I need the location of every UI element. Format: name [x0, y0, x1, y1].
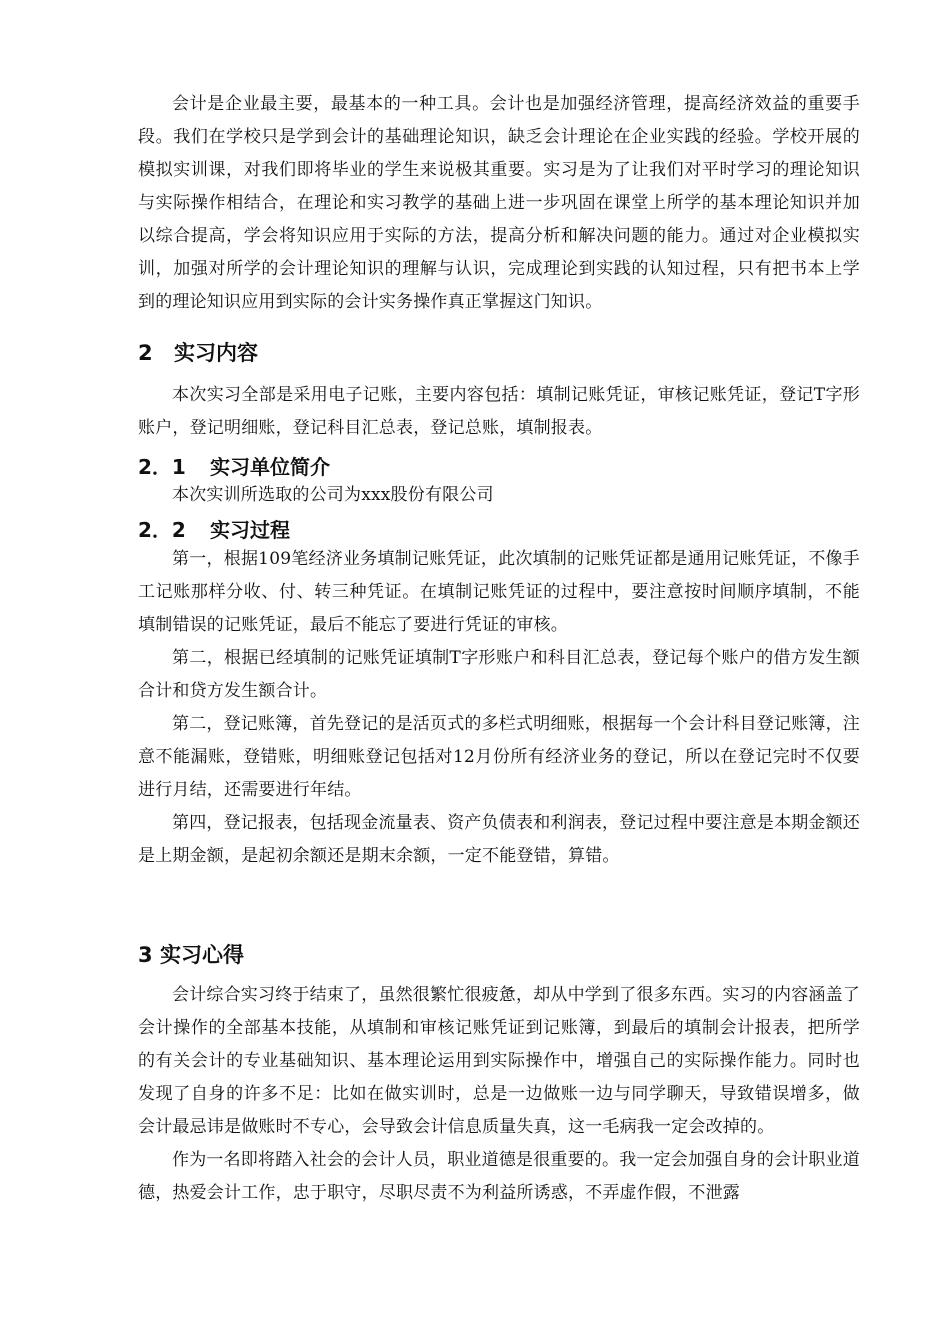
process-paragraph-4: 第四，登记报表，包括现金流量表、资产负债表和利润表，登记过程中要注意是本期金额还是上期金额，是起初余额还是期末余额，一定不能登错，算错。 [138, 813, 860, 866]
process-paragraph-3: 第二，登记账簿，首先登记的是活页式的多栏式明细账，根据每一个会计科目登记账簿，注意不能漏账，登错账，明细账登记包括对12月份所有经济业务的登记，所以在登记完时不仅要进行月结，还需要进行年结。 [138, 714, 860, 800]
section-2-1-heading [138, 451, 860, 480]
section-2-1-title: 实习单位简介 [210, 455, 330, 479]
section-2-heading [138, 337, 860, 367]
document-page [138, 88, 860, 1210]
process-paragraph-2: 第二，根据已经填制的记账凭证填制T字形账户和科目汇总表，登记每个账户的借方发生额合计和贷方发生额合计。 [138, 648, 860, 701]
section-2-paragraph: 本次实习全部是采用电子记账，主要内容包括：填制记账凭证，审核记账凭证，登记T字形账户，登记明细账，登记科目汇总表，登记总账，填制报表。 [138, 385, 860, 438]
reflection-paragraph-1: 会计综合实习终于结束了，虽然很繁忙很疲惫，却从中学到了很多东西。实习的内容涵盖了会计操作的全部基本技能，从填制和审核记账凭证到记账簿，到最后的填制会计报表，把所学的有关会计的专业基础知识、基本理论运用到实际操作中，增强自己的实际操作能力。同时也发现了自身的许多不足：比如在做实训时，总是一边做账一边与同学聊天，导致错误增多，做会计最忌讳是做账时不专心，会导致会计信息质量失真，这一毛病我一定会改掉的。 [138, 985, 860, 1137]
section-3-number: 3 [138, 943, 153, 967]
section-2-2-title: 实习过程 [210, 518, 290, 542]
section-2-number: 2 [138, 341, 153, 365]
section-3-heading [138, 939, 860, 969]
section-2-2-heading [138, 514, 860, 543]
reflection-paragraph-2: 作为一名即将踏入社会的会计人员，职业道德是很重要的。我一定会加强自身的会计职业道德，热爱会计工作，忠于职守，尽职尽责不为利益所诱惑，不弄虚作假，不泄露 [138, 1150, 860, 1203]
section-2-2-number: 2．2 [138, 518, 186, 542]
process-paragraph-1: 第一，根据109笔经济业务填制记账凭证，此次填制的记账凭证都是通用记账凭证，不像手工记账那样分收、付、转三种凭证。在填制记账凭证的过程中，要注意按时间顺序填制，不能填制错误的记账凭证，最后不能忘了要进行凭证的审核。 [138, 549, 860, 635]
section-2-title: 实习内容 [174, 341, 258, 365]
section-3-title: 实习心得 [160, 943, 244, 967]
section-2-1-paragraph: 本次实训所选取的公司为xxx股份有限公司 [172, 485, 494, 505]
intro-paragraph: 会计是企业最主要，最基本的一种工具。会计也是加强经济管理，提高经济效益的重要手段。我们在学校只是学到会计的基础理论知识，缺乏会计理论在企业实践的经验。学校开展的模拟实训课，对我们即将毕业的学生来说极其重要。实习是为了让我们对平时学习的理论知识与实际操作相结合，在理论和实习教学的基础上进一步巩固在课堂上所学的基本理论知识并加以综合提高，学会将知识应用于实际的方法，提高分析和解决问题的能力。通过对企业模拟实训，加强对所学的会计理论知识的理解与认识，完成理论到实践的认知过程，只有把书本上学到的理论知识应用到实际的会计实务操作真正掌握这门知识。 [138, 94, 860, 312]
section-2-1-number: 2．1 [138, 455, 186, 479]
